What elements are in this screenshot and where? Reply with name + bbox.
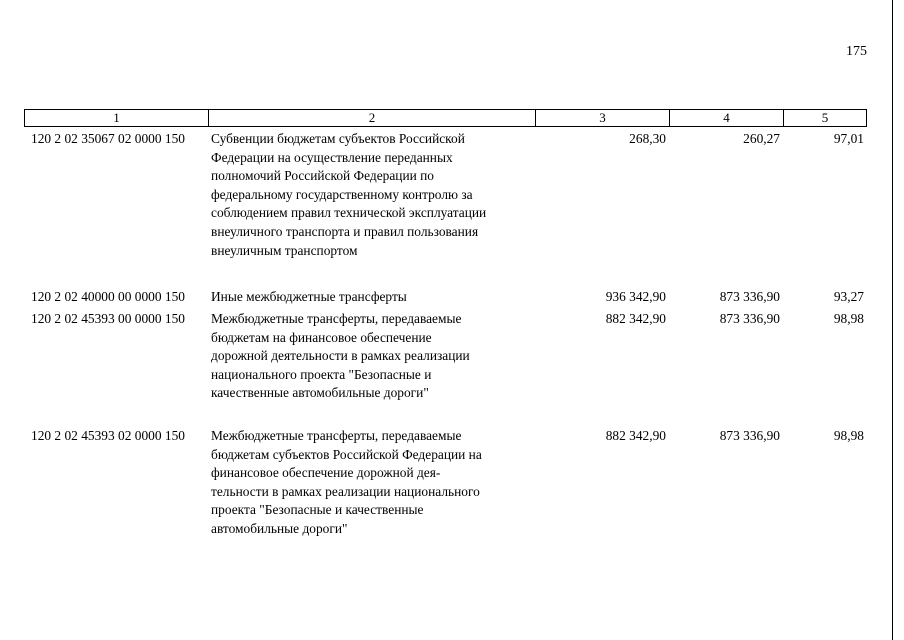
value-col-3: 936 342,90 [605, 289, 666, 304]
value-col-5: 98,98 [833, 428, 864, 443]
header-cell-4: 4 [669, 109, 784, 127]
value-col-4: 260,27 [743, 131, 780, 146]
value-col-5: 93,27 [833, 289, 864, 304]
row-description: Межбюджетные трансферты, передаваемые бюджетам субъектов Российской Федерации на финансовое обеспечение дорожной дея- тельности в рамках реализации национального проекта "Безопасные и качественные автомобильные дороги" [211, 428, 482, 536]
value-col-4: 873 336,90 [719, 428, 780, 443]
budget-code: 120 2 02 45393 02 0000 150 [31, 428, 185, 443]
value-col-5: 97,01 [833, 131, 864, 146]
value-col-3: 882 342,90 [605, 311, 666, 326]
page-number: 175 [846, 44, 867, 59]
page-edge-line [892, 0, 893, 640]
row-description: Субвенции бюджетам субъектов Российской Федерации на осуществление переданных полномочий Российской Федерации по федеральному государственному контролю за соблюдением правил технической эксплуатации внеуличного транспорта и правил пользования внеуличным транспортом [211, 131, 487, 258]
value-col-3: 268,30 [629, 131, 666, 146]
header-cell-5: 5 [783, 109, 867, 127]
row-description: Межбюджетные трансферты, передаваемые бюджетам на финансовое обеспечение дорожной деятельности в рамках реализации национального проекта "Безопасные и качественные автомобильные дороги" [211, 311, 470, 401]
row-description: Иные межбюджетные трансферты [211, 289, 407, 304]
value-col-3: 882 342,90 [605, 428, 666, 443]
value-col-4: 873 336,90 [719, 289, 780, 304]
table-header [24, 109, 867, 127]
header-cell-2: 2 [208, 109, 536, 127]
header-cell-1: 1 [24, 109, 209, 127]
budget-code: 120 2 02 40000 00 0000 150 [31, 289, 185, 304]
budget-code: 120 2 02 35067 02 0000 150 [31, 131, 185, 146]
value-col-5: 98,98 [833, 311, 864, 326]
value-col-4: 873 336,90 [719, 311, 780, 326]
budget-code: 120 2 02 45393 00 0000 150 [31, 311, 185, 326]
header-cell-3: 3 [535, 109, 670, 127]
